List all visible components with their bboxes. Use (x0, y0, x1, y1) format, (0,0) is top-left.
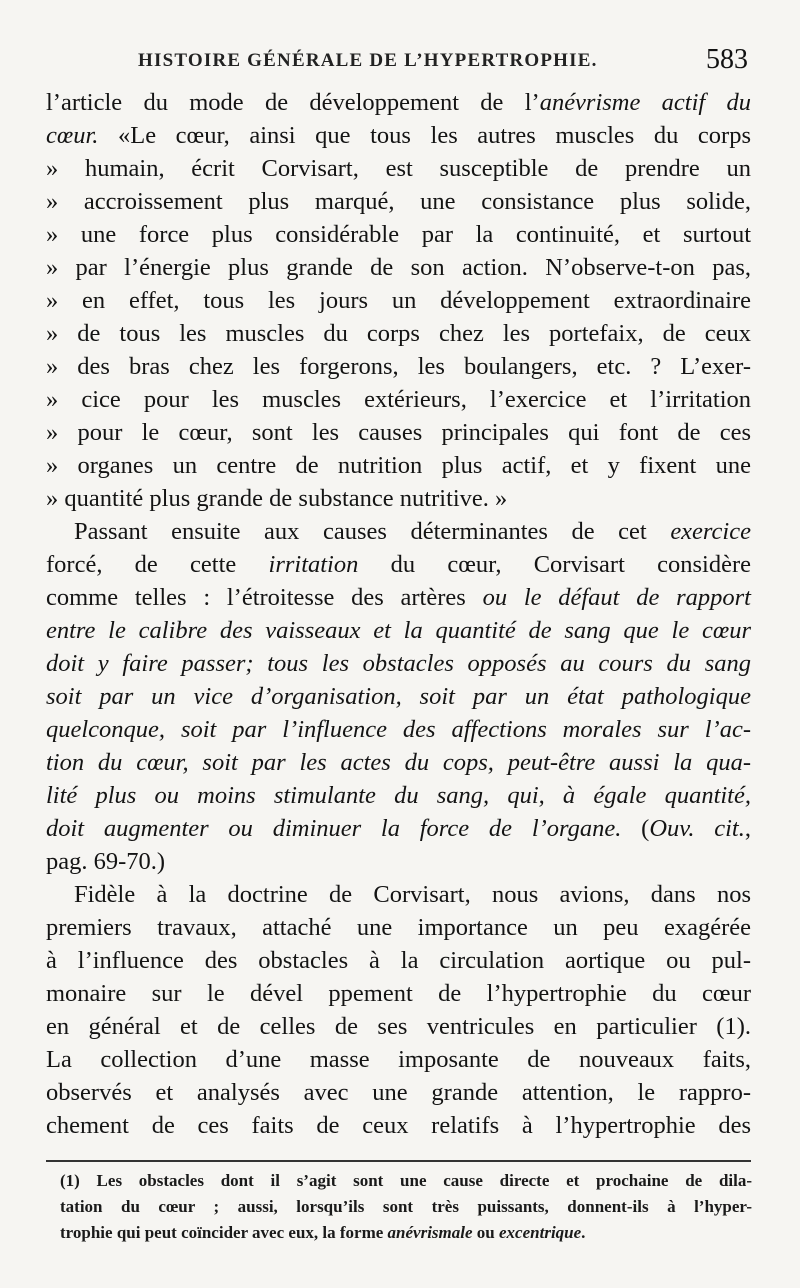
text-segment: «Le cœur, ainsi que tous les autres muscles du corps (98, 122, 751, 149)
text-line (46, 218, 751, 251)
body-text (46, 86, 751, 1142)
text-line (46, 86, 751, 119)
text-segment: » accroissement plus marqué, une consistance plus solide, (46, 188, 751, 215)
footnote-rule (46, 1160, 751, 1162)
text-line (46, 1076, 751, 1109)
text-line (46, 251, 751, 284)
italic-segment: doit y faire passer; tous les obstacles opposés au cours du sang (46, 650, 751, 677)
text-segment: ou (472, 1223, 500, 1242)
text-line (46, 878, 751, 911)
text-line (46, 614, 751, 647)
italic-segment: tion du cœur, soit par les actes du cops, peut-être aussi la qua- (46, 749, 751, 776)
text-line (46, 185, 751, 218)
text-segment: » une force plus considérable par la continuité, et surtout (46, 221, 751, 248)
text-segment: » organes un centre de nutrition plus actif, et y fixent une (46, 452, 751, 479)
text-segment: » pour le cœur, sont les causes principales qui font de ces (46, 419, 751, 446)
text-segment: (1) Les obstacles dont il s’agit sont une cause directe et prochaine de dila- (60, 1171, 752, 1190)
text-segment: observés et analysés avec une grande attention, le rappro- (46, 1079, 751, 1106)
footnote-line (60, 1168, 752, 1194)
text-line (46, 845, 751, 878)
text-line (46, 449, 751, 482)
italic-segment: anévrismale (387, 1223, 473, 1242)
text-segment: du cœur, Corvisart considère (358, 551, 751, 578)
text-line (46, 1109, 751, 1142)
footnote-line (60, 1194, 752, 1220)
page-number: 583 (706, 44, 748, 75)
text-line (46, 746, 751, 779)
text-segment: » humain, écrit Corvisart, est susceptible de prendre un (46, 155, 751, 182)
text-segment: » cice pour les muscles extérieurs, l’exercice et l’irritation (46, 386, 751, 413)
italic-segment: quelconque, soit par l’influence des affections morales sur l’ac- (46, 716, 751, 743)
text-line (46, 416, 751, 449)
text-segment: en général et de celles de ses ventricules en particulier (1). (46, 1013, 751, 1040)
text-segment: . (581, 1223, 586, 1242)
text-segment: forcé, de cette (46, 551, 269, 578)
text-line (46, 515, 751, 548)
text-line (46, 284, 751, 317)
text-line (46, 812, 751, 845)
text-segment: La collection d’une masse imposante de nouveaux faits, (46, 1046, 751, 1073)
text-line (46, 779, 751, 812)
text-line (46, 119, 751, 152)
text-segment: monaire sur le dével ppement de l’hypertrophie du cœur (46, 980, 751, 1007)
italic-segment: Ouv. cit. (649, 815, 745, 842)
italic-segment: lité plus ou moins stimulante du sang, qui, à égale quantité, (46, 782, 751, 809)
italic-segment: excentrique (499, 1223, 582, 1242)
text-segment: tation du cœur ; aussi, lorsqu’ils sont très puissants, donnent-ils à l’hyper- (60, 1197, 752, 1216)
running-title: HISTOIRE GÉNÉRALE DE L’HYPERTROPHIE. (138, 50, 598, 71)
text-line (46, 944, 751, 977)
text-line (46, 317, 751, 350)
text-segment: comme telles : l’étroitesse des artères (46, 584, 483, 611)
italic-segment: soit par un vice d’organisation, soit par un état pathologique (46, 683, 751, 710)
text-segment: ( (621, 815, 650, 842)
text-line (46, 911, 751, 944)
running-head (100, 44, 750, 84)
text-segment: premiers travaux, attaché une importance un peu exagérée (46, 914, 751, 941)
text-line (46, 152, 751, 185)
text-segment: » quantité plus grande de substance nutritive. » (46, 485, 508, 512)
italic-segment: ou le défaut de rapport (482, 584, 751, 611)
text-line (46, 482, 751, 515)
text-segment: chement de ces faits de ceux relatifs à l’hypertrophie des (46, 1112, 751, 1139)
text-segment: » en effet, tous les jours un développement extraordinaire (46, 287, 751, 314)
footnotes (60, 1168, 752, 1246)
text-segment: Passant ensuite aux causes déterminantes de cet (74, 518, 671, 545)
text-segment: pag. 69-70.) (46, 848, 166, 875)
italic-segment: cœur. (46, 122, 99, 149)
italic-segment: irritation (268, 551, 359, 578)
text-segment: » de tous les muscles du corps chez les portefaix, de ceux (46, 320, 751, 347)
text-line (46, 680, 751, 713)
text-line (46, 383, 751, 416)
italic-segment: entre le calibre des vaisseaux et la quantité de sang que le cœur (46, 617, 751, 644)
text-line (46, 581, 751, 614)
text-line (46, 977, 751, 1010)
footnote-line (60, 1220, 752, 1246)
text-line (46, 350, 751, 383)
text-segment: l’article du mode de développement de l’ (46, 89, 540, 116)
italic-segment: exercice (670, 518, 751, 545)
text-segment: » par l’énergie plus grande de son action. N’observe-t-on pas, (46, 254, 751, 281)
text-segment: Fidèle à la doctrine de Corvisart, nous avions, dans nos (74, 881, 751, 908)
text-line (46, 713, 751, 746)
text-segment: à l’influence des obstacles à la circulation aortique ou pul- (46, 947, 751, 974)
text-segment: trophie qui peut coïncider avec eux, la forme (60, 1223, 388, 1242)
text-segment: » des bras chez les forgerons, les boulangers, etc. ? L’exer- (46, 353, 751, 380)
text-line (46, 548, 751, 581)
text-line (46, 1010, 751, 1043)
text-segment: , (744, 815, 751, 842)
italic-segment: anévrisme actif du (539, 89, 751, 116)
text-line (46, 647, 751, 680)
italic-segment: doit augmenter ou diminuer la force de l’organe. (46, 815, 622, 842)
text-line (46, 1043, 751, 1076)
